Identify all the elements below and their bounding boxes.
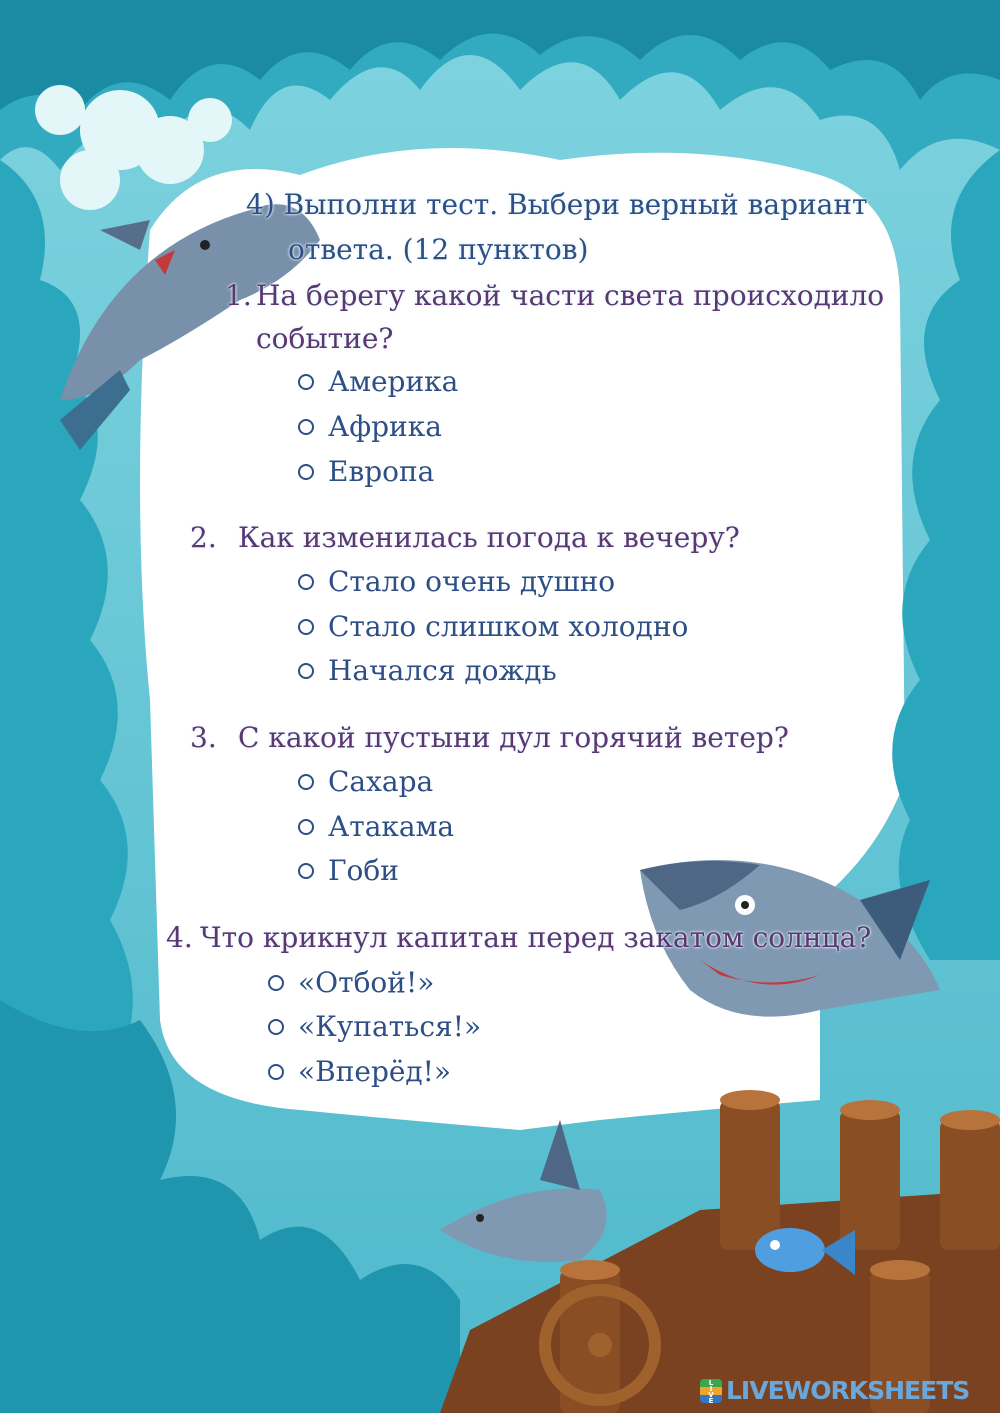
task-heading-line1: 4) Выполни тест. Выбери верный вариант [246, 188, 868, 221]
liveworksheets-badge-icon: L I V E [700, 1379, 722, 1403]
radio-circle-icon[interactable] [298, 464, 314, 480]
radio-circle-icon[interactable] [268, 1064, 284, 1080]
radio-circle-icon[interactable] [298, 374, 314, 390]
question-2-text: Как изменилась погода к вечеру? [238, 521, 740, 554]
question-1-option-3[interactable]: Европа [298, 455, 434, 489]
liveworksheets-watermark[interactable] [700, 1376, 990, 1406]
radio-circle-icon[interactable] [298, 819, 314, 835]
question-4-text: Что крикнул капитан перед закатом солнца? [200, 921, 872, 954]
radio-circle-icon[interactable] [268, 975, 284, 991]
question-1-text-line2: событие? [256, 322, 394, 355]
question-1-option-1[interactable]: Америка [298, 365, 458, 399]
radio-circle-icon[interactable] [298, 574, 314, 590]
radio-circle-icon[interactable] [298, 419, 314, 435]
radio-circle-icon[interactable] [298, 863, 314, 879]
question-4-option-2[interactable]: «Купаться!» [268, 1010, 481, 1044]
question-4-number: 4. [166, 921, 193, 954]
question-1-number: 1. [225, 279, 252, 312]
question-4-option-1[interactable]: «Отбой!» [268, 966, 434, 1000]
radio-circle-icon[interactable] [298, 774, 314, 790]
radio-circle-icon[interactable] [298, 663, 314, 679]
question-2-option-2[interactable]: Стало слишком холодно [298, 610, 688, 644]
question-3-text: С какой пустыни дул горячий ветер? [238, 721, 789, 754]
question-3-option-1[interactable]: Сахара [298, 765, 433, 799]
liveworksheets-wordmark: LIVEWORKSHEETS [726, 1376, 970, 1405]
radio-circle-icon[interactable] [298, 619, 314, 635]
radio-circle-icon[interactable] [268, 1019, 284, 1035]
question-4-option-3[interactable]: «Вперёд!» [268, 1055, 451, 1089]
question-2-option-1[interactable]: Стало очень душно [298, 565, 615, 599]
question-3-number: 3. [190, 721, 217, 754]
task-heading-line2: ответа. (12 пунктов) [288, 233, 589, 266]
question-1-option-2[interactable]: Африка [298, 410, 442, 444]
question-1-text-line1: На берегу какой части света происходило [256, 279, 885, 312]
question-2-option-3[interactable]: Начался дождь [298, 654, 557, 688]
question-2-number: 2. [190, 521, 217, 554]
question-3-option-3[interactable]: Гоби [298, 854, 399, 888]
question-3-option-2[interactable]: Атакама [298, 810, 454, 844]
